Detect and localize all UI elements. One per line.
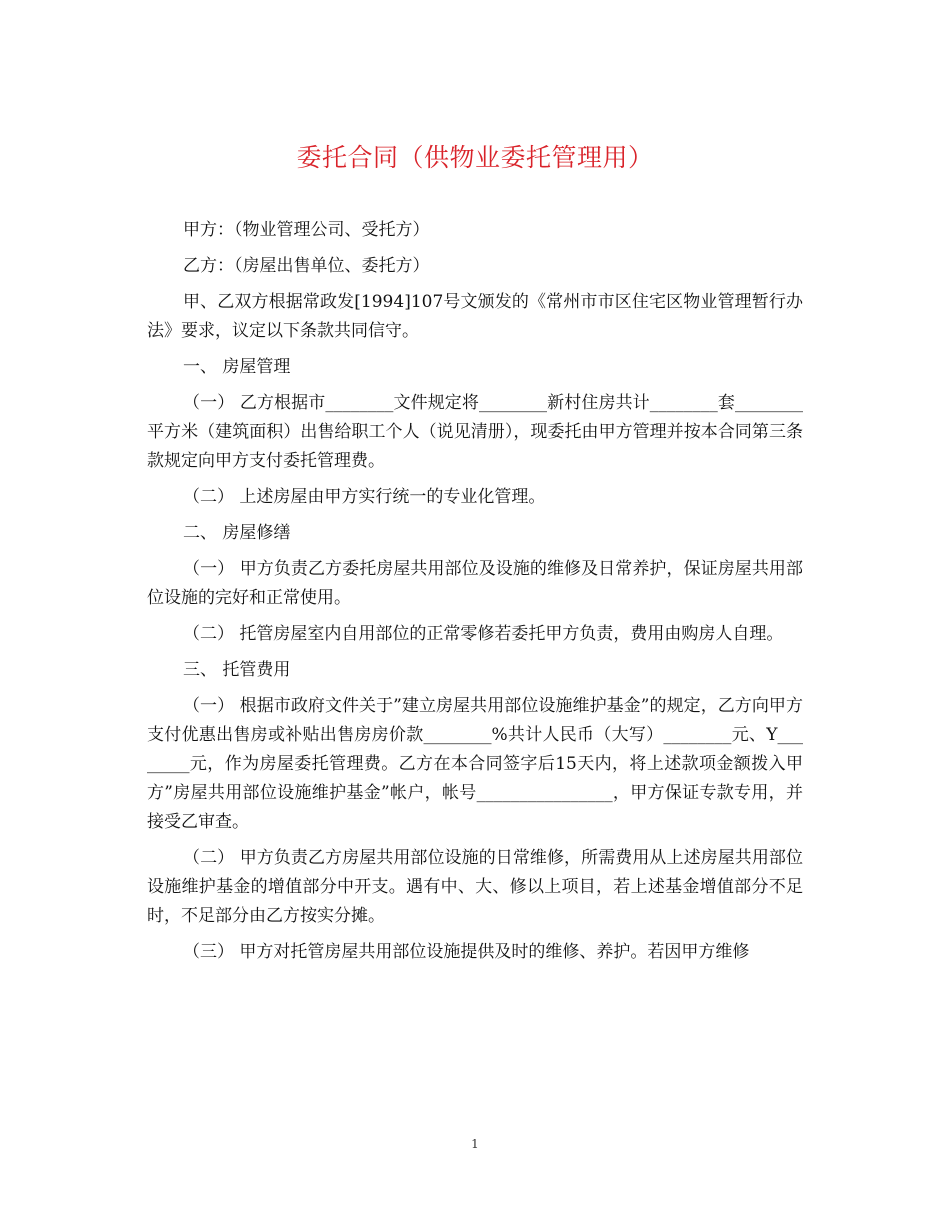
clause-3-1: （一） 根据市政府文件关于”建立房屋共用部位设施维护基金”的规定，乙方向甲方支付优惠出售房或补贴出售房房价款________%共计人民币（大写）________元、Y________元，作为房屋委托管理费。乙方在本合同签字后15天内，将上述款项金额拨入甲方”房屋共用部位设施维护基金”帐户，帐号________________，甲方保证专款专用，并接受乙审查。 — [147, 696, 803, 832]
document-body — [147, 216, 803, 974]
document-title: 委托合同（供物业委托管理用） — [296, 143, 654, 172]
page-number: 1 — [471, 1137, 479, 1151]
clause-1-2: （二） 上述房屋由甲方实行统一的专业化管理。 — [183, 487, 546, 507]
party-a-line: 甲方：（物业管理公司、受托方） — [183, 220, 430, 240]
clause-3-2: （二） 甲方负责乙方房屋共用部位设施的日常维修，所需费用从上述房屋共用部位设施维护基金的增值部分中开支。遇有中、大、修以上项目，若上述基金增值部分不足时，不足部分由乙方按实分摊。 — [147, 848, 803, 926]
clause-1-1: （一） 乙方根据市________文件规定将________新村住房共计________套________平方米（建筑面积）出售给职工个人（说见清册），现委托由甲方管理并按本合同第三条款规定向甲方支付委托管理费。 — [147, 393, 803, 471]
party-b-line: 乙方：（房屋出售单位、委托方） — [183, 256, 430, 276]
clause-3-3: （三） 甲方对托管房屋共用部位设施提供及时的维修、养护。若因甲方维修 — [183, 942, 750, 962]
preamble-paragraph: 甲、乙双方根据常政发[1994]107号文颁发的《常州市市区住宅区物业管理暂行办法》要求，议定以下条款共同信守。 — [147, 292, 803, 341]
section-heading-housing-repair: 二、 房屋修缮 — [183, 523, 291, 543]
section-heading-housing-management: 一、 房屋管理 — [183, 357, 291, 377]
clause-2-1: （一） 甲方负责乙方委托房屋共用部位及设施的维修及日常养护，保证房屋共用部位设施的完好和正常使用。 — [147, 559, 803, 608]
section-heading-management-fees: 三、 托管费用 — [183, 660, 291, 680]
clause-2-2: （二） 托管房屋室内自用部位的正常零修若委托甲方负责，费用由购房人自理。 — [183, 624, 784, 644]
